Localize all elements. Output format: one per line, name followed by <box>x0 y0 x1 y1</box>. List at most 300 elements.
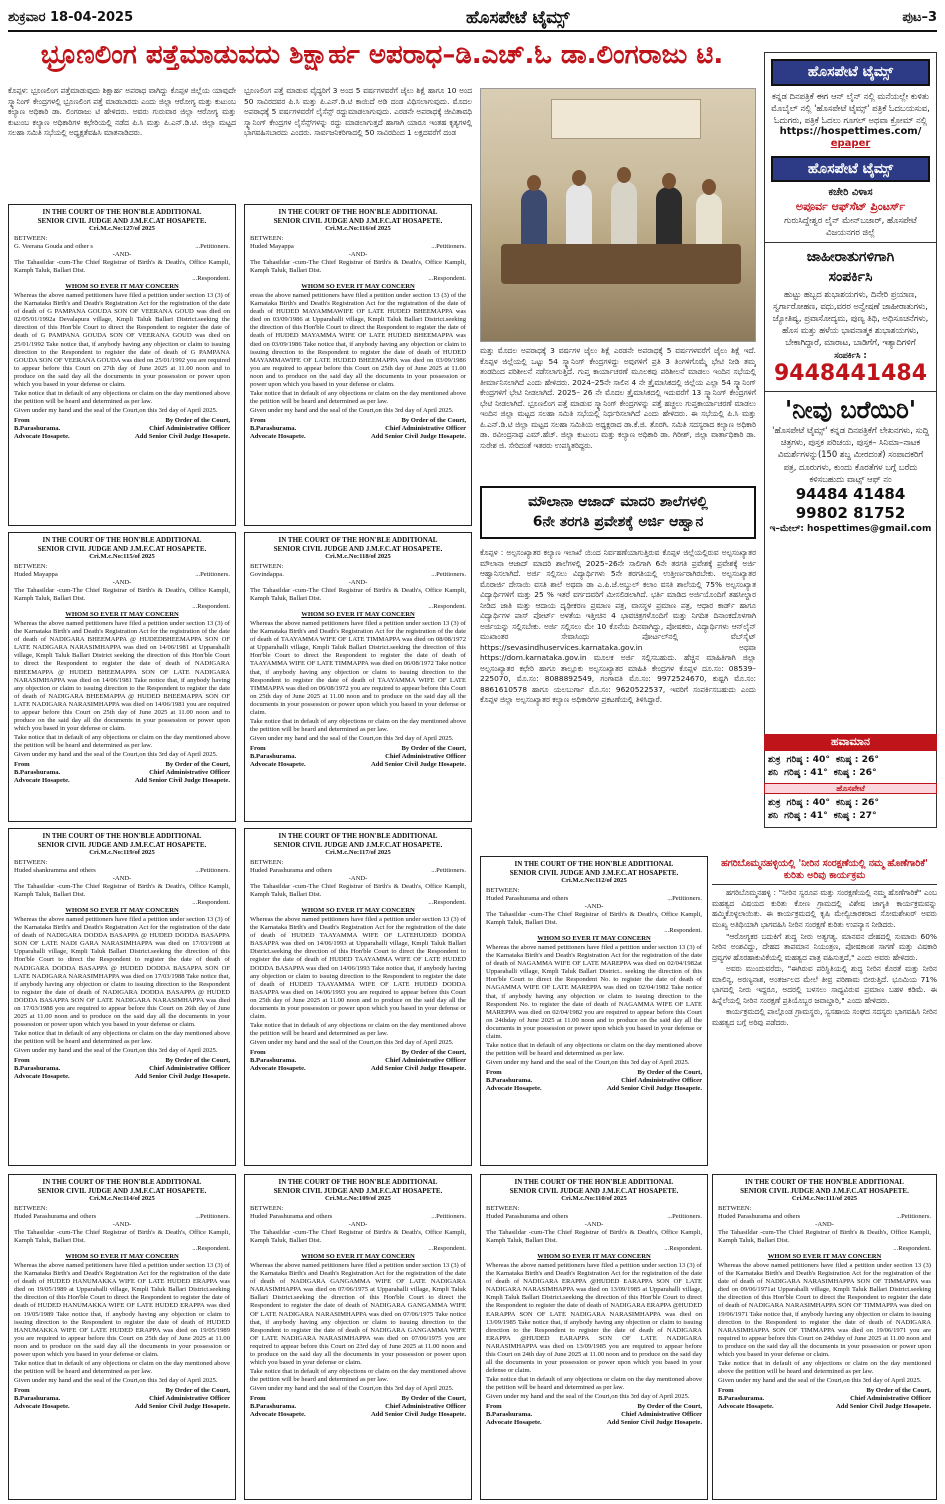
sidebar-intro: ಕನ್ನಡ ದಿನಪತ್ರಿಕೆ ಈಗ ಆನ್ ಲೈನ್ ನಲ್ಲಿ ಮನೆಯಲ್ಲೇ ಕುಳಿತು ಮೊಬೈಲ್ ನಲ್ಲಿ 'ಹೊಸಪೇಟೆ ಟೈಮ್ಸ್' ಪತ್ರಿಕೆ ಓದಬಯಸುವ, ಓದುಗರು, ಪತ್ರಿಕೆ ಓದಲು ಗೂಗಲ್ ಅಥವಾ ಕ್ರೋಮ್ ನಲ್ಲಿ <box>771 90 930 125</box>
notice-and: -AND- <box>348 251 368 259</box>
officer-title: Chief Administrative Officer <box>149 1064 230 1072</box>
notice-advocate <box>14 761 70 785</box>
notice-from: From <box>250 416 266 424</box>
notice-given: Given under my hand and the seal of the Court,on this 3rd day of April 2025. <box>486 1058 690 1066</box>
legal-notice <box>480 856 708 1166</box>
legal-notice <box>8 532 236 822</box>
notice-petitioner-line <box>14 571 230 579</box>
advocate-name: B.Parashurama. <box>486 1410 533 1418</box>
advocate-place: Advocate Hosapete. <box>250 760 306 768</box>
notice-petitioners-label: ...Petitioners. <box>195 571 230 579</box>
notice-body: Whereas the above named petitioners have filed a petition under section 13 (3) of the Karnataka Birth's and Death's Registration Act for the registration of the date of death of NADIGARA DODDA BASAPPA @ HUDED DODDA BASAPPA SON OF LATE NADI GARA NARASIMHAPPA was died on 17/03/1988 at Upparahalli village, Kmpli Taluk Ballari District.seeking the direction of this Hon'ble Court to direct the Respondent to register the date of death of NADIGARA DODDA BASAPPA @ HUDED DODDA BASAPPA SON OF LATE NADIGARA NARASIMHAPPA was died on 17/03/1988 Take notice that, if anybody having any objection or claim to issuing direction to the Respondent to register the date of death of NADIGARA DODDA BASAPPA @ HUDED DODDA BASAPPA SON OF LATE NADIGARA NARASIMHAPPA was died on 17/03/1988 you are required to appear before this Court on 26th day of June 2025 at 11.00 noon and to produce on the said day all the documents in your possession or power upon which you based in your defense or claim. <box>14 916 230 1028</box>
notice-court-line1: IN THE COURT OF THE HON'BLE ADDITIONAL <box>278 1178 438 1186</box>
notice-signature <box>250 1049 466 1073</box>
advocate-name: B.Parashurama. <box>250 1402 297 1410</box>
notice-court-line1: IN THE COURT OF THE HON'BLE ADDITIONAL <box>514 860 674 868</box>
issue-date: ಶುಕ್ರವಾರ 18-04-2025 <box>8 10 134 26</box>
notice-between: BETWEEN: <box>250 235 284 243</box>
notice-case-number: Cri.M.c.No:109/of 2025 <box>325 1195 391 1203</box>
officer-title: Chief Administrative Officer <box>621 1410 702 1418</box>
person-head <box>617 167 631 183</box>
ads-heading: ಜಾಹೀರಾತುಗಳಿಗಾಗಿ <box>806 249 895 266</box>
officer-title: Chief Administrative Officer <box>385 1402 466 1410</box>
office-address: ಗುರುಸಿದ್ದೇಶ್ವರ ಲೈನ್ ಮೇನ್‌ಬಜಾರ್, ಹೊಸಪೇಟೆ ವಿಜಯನಗರ ಜಿಲ್ಲೆ <box>784 214 917 237</box>
notice-petitioner: Huded Mayappa <box>250 243 294 251</box>
notice-signature <box>14 1057 230 1081</box>
officer-title: Chief Administrative Officer <box>850 1394 931 1402</box>
officer-court: Add Senior Civil Judge Hosapete. <box>607 1084 702 1092</box>
notice-and: -AND- <box>348 579 368 587</box>
notice-respondent-label: ...Respondent. <box>192 1245 230 1253</box>
notice-case-number: Cri.M.c.No:114/of 2025 <box>89 1195 155 1203</box>
notice-body: Whereas the above named petitioners have filed a petition under section 13 (3) of the Karnataka Birth's and Death's Registration Act for the registration of the date of death of G PAMPANA GOUDA SON OF VEERANA GOUD was died on 02/05/01/1992a Devalapura village, Kmpli Taluk Ballari District.seeking the direction of this Hon'ble Court to direct the Respondent to register the date of death of G PAMPANA GOUDA SON OF VEERANA GOUD was died on 25/01/1992 Take notice that, if anybody having any objection or claim to issuing direction to the Respondent to register the date of death of G PAMPANA GOUDA SON OF VEERANA GOUDA was died on 25/01/1992 you are required to appear before this Court on 27th day of June 2025 at 11.00 noon and to produce on the said day all the documents in your possession or power upon which you based in your defense or claim. <box>14 292 230 388</box>
notice-officer <box>607 1403 702 1427</box>
notice-petitioner-line <box>486 895 702 903</box>
paper-name: ಹೊಸಪೇಟೆ ಟೈಮ್ಸ್ <box>466 7 570 28</box>
weather-row <box>764 810 937 823</box>
notice-and: -AND- <box>348 1221 368 1229</box>
notice-court-line2: SENIOR CIVIL JUDGE AND J.M.F.C.AT HOSAPETE. <box>37 840 207 849</box>
article2-body <box>712 888 937 1028</box>
officer-title: Chief Administrative Officer <box>149 1394 230 1402</box>
notice-court-line2: SENIOR CIVIL JUDGE AND J.M.F.C.AT HOSAPETE. <box>273 544 443 553</box>
notice-by-order: By Order of the Court, <box>401 744 466 752</box>
notice-from: From <box>14 1056 30 1064</box>
weather-min: ಕನಿಷ್ಠ : 26° <box>836 797 879 809</box>
lead-article-col3: ಮತ್ತು ಮೊದಲ ಅಪರಾಧಕ್ಕೆ 3 ವರ್ಷಗಳ ಜೈಲು ಶಿಕ್ಷೆ ಎರಡನೇ ಅಪರಾಧಕ್ಕೆ 5 ವರ್ಷಗಳವರೆಗೆ ಜೈಲು ಶಿಕ್ಷೆ ಇದೆ. ಕೊಪ್ಪಳ ಜಿಲ್ಲೆಯಲ್ಲಿ ಒಟ್ಟು 54 ಸ್ಕ್ಯಾನಿಂಗ್ ಕೇಂದ್ರಗಳಿದ್ದು ಅವುಗಳಿಗೆ ಪ್ರತಿ 3 ತಿಂಗಳಿಗೊಮ್ಮೆ ಭೇಟಿ ನೀಡಿ ತಮ್ಮ ತಂಡದಿಂದ ಪರಿಶೀಲನೆ ನಡೆಸಲಾಗುತ್ತಿದೆ. ಗುಪ್ತ ಕಾರ್ಯಾಚರಣೆ ಮೂಲಕವು ಪರಿಶೀಲನೆ ಮಾಡಲು ಇಂದಿನ ಸಭೆಯಲ್ಲಿ ತೀರ್ಮಾನಿಸಲಾಗಿದೆ ಎಂದು ಹೇಳಿದರು. 2024–25ನೇ ಸಾಲಿನ 4 ನೇ ತ್ರೈಮಾಸಿಕದಲ್ಲಿ ಜಿಲ್ಲೆಯ ಎಲ್ಲಾ 54 ಸ್ಕ್ಯಾನಿಂಗ್ ಕೇಂದ್ರಗಳಿಗೆ ಭೇಟಿ ನೀಡಲಾಗಿದೆ. 2025– 26 ನೇ ಮೊದಲ ತ್ರೈಮಾಸಿಕದಲ್ಲಿ ಇದುವರೆಗೆ 13 ಸ್ಕ್ಯಾನಿಂಗ್ ಕೇಂದ್ರಗಳಿಗೆ ಭೇಟಿ ನೀಡಲಾಗಿದೆ. ಭ್ರೂಣಲಿಂಗ ಪತ್ತೆ ಮಾಡುವ ಸ್ಕ್ಯಾನಿಂಗ್ ಕೇಂದ್ರಗಳನ್ನು ಪತ್ತೆ ಹಚ್ಚಲು ಗುಪ್ತಕಾರ್ಯಾಚರಣೆ ಮಾಡಲು ಇಂದಿನ ಜಿಲ್ಲಾ ಮಟ್ಟದ ಸಲಹಾ ಸಮಿತಿ ಸಭೆಯಲ್ಲಿ ನಿರ್ಧರಿಸಲಾಗಿದೆ ಎಂದು ಹೇಳಿದರು. ಈ ಸಭೆಯಲ್ಲಿ ಪಿ.ಸಿ ಮತ್ತು ಪಿ.ಎನ್.ಡಿ.ಟಿ ಜಿಲ್ಲಾ ಮಟ್ಟದ ಸಲಹಾ ಸಮಿತಿಯ ಅಧ್ಯಕ್ಷರಾದ ಡಾ.ಕೆ.ಜಿ. ತೊರಗಿ. ಸಮಿತಿ ಸದಸ್ಯರಾದ ಕಲ್ಯಾಣ ಅಧಿಕಾರಿ ಡಾ. ರವೀಂದ್ರನಾಥ ಎಮ್.ಹೆಚ್. ಜಿಲ್ಲಾ ಕುಟುಂಬ ಮತ್ತು ಕಲ್ಯಾಣ ಅಧಿಕಾರಿ ಡಾ. ಗಿರೀಶ್, ಜಿಲ್ಲಾ ವಾರ್ತಾಧಿಕಾರಿ ಡಾ. ಸುರೇಶ ಜಿ. ಸೇರಿದಂತೆ ಇತರರು ಉಪಸ್ಥಿತರಿದ್ದರು. <box>480 346 756 450</box>
divider <box>765 391 936 392</box>
notice-petitioners-label: ...Petitioners. <box>431 867 466 875</box>
notice-petitioner-line <box>250 1213 466 1221</box>
notice-court-line1: IN THE COURT OF THE HON'BLE ADDITIONAL <box>278 208 438 216</box>
advocate-place: Advocate Hosapete. <box>14 1072 70 1080</box>
notice-between: BETWEEN: <box>486 887 520 895</box>
write-to-us-text: 'ಹೊಸಪೇಟೆ ಟೈಮ್ಸ್' ಕನ್ನಡ ದಿನಪತ್ರಿಕೆಗೆ ಲೇಖನಗಳು, ಸುದ್ದಿ ಚಿತ್ರಗಳು, ಪುಸ್ತಕ ಪರಿಚಯ, ಪುಸ್ತಕ– ಸಿನಿಮಾ–ನಾಟಕ ವಿಮರ್ಶೆಗಳನ್ನು(150 ಶಬ್ದ ಮೀರದಂತೆ) ಸಂಪಾದಕರಿಗೆ ಪತ್ರ, ದೂರುಗಳು, ಕುಂದು ಕೊರತೆಗಳ ಬಗ್ಗೆ ಬರೆದು ಕಳಿಸಬಹುದು ವಾಟ್ಸ್ ಆಫ್ ನಂ <box>772 425 929 484</box>
notice-petitioner-line <box>14 243 230 251</box>
advocate-name: B.Parashurama. <box>14 1064 61 1072</box>
whatsapp-number-2: 99802 81752 <box>795 504 906 523</box>
contact-heading: ಸಂಪರ್ಕಿಸಿ <box>828 269 873 286</box>
website-link[interactable]: https://hospettimes.com/ <box>779 126 922 138</box>
notice-petitioners-label: ...Petitioners. <box>667 895 702 903</box>
notice-court-line2: SENIOR CIVIL JUDGE AND J.M.F.C.AT HOSAPETE. <box>509 1186 679 1195</box>
notice-by-order: By Order of the Court, <box>866 1386 931 1394</box>
office-board <box>551 99 701 139</box>
notice-signature <box>250 745 466 769</box>
notice-court-line2: SENIOR CIVIL JUDGE AND J.M.F.C.AT HOSAPETE. <box>273 840 443 849</box>
notice-officer <box>135 761 230 785</box>
officer-court: Add Senior Civil Judge Hosapete. <box>371 432 466 440</box>
notice-given: Given under my hand and the seal of the Court,on this 3rd day of April 2025. <box>14 750 218 758</box>
notice-respondent-label: ...Respondent. <box>192 603 230 611</box>
notice-advocate <box>486 1403 542 1427</box>
advocate-place: Advocate Hosapete. <box>718 1402 774 1410</box>
page-number: ಪುಟ–3 <box>902 10 937 26</box>
notice-signature <box>486 1069 702 1093</box>
notice-from: From <box>718 1386 734 1394</box>
notice-petitioner: Huded Mayappa <box>14 571 58 579</box>
notice-officer <box>371 1395 466 1419</box>
officer-court: Add Senior Civil Judge Hosapete. <box>135 1072 230 1080</box>
notice-from: From <box>14 760 30 768</box>
sidebar-ad <box>764 52 937 828</box>
notice-respondent-label: ...Respondent. <box>428 603 466 611</box>
masthead <box>8 6 937 32</box>
notice-from: From <box>486 1068 502 1076</box>
notice-court-line1: IN THE COURT OF THE HON'BLE ADDITIONAL <box>278 536 438 544</box>
officer-title: Chief Administrative Officer <box>149 768 230 776</box>
advocate-place: Advocate Hosapete. <box>14 432 70 440</box>
notice-whom: WHOM SO EVER IT MAY CONCERN <box>65 907 179 915</box>
notice-case-number: Cri.M.c.No:116/of 2025 <box>325 225 391 233</box>
person-head <box>702 179 716 195</box>
officer-court: Add Senior Civil Judge Hosapete. <box>371 760 466 768</box>
officer-court: Add Senior Civil Judge Hosapete. <box>371 1064 466 1072</box>
ad-phone-number: 9448441484 <box>773 360 928 386</box>
notice-respondent-label: ...Respondent. <box>192 275 230 283</box>
advocate-name: B.Parashurama. <box>250 1056 297 1064</box>
notice-petitioner: Huded Parashurama and others <box>250 1213 333 1221</box>
notice-and: -AND- <box>584 903 604 911</box>
notice-respondent-desc: The Tahasildar -cum-The Chief Registrar of Birth's & Death's, Office Kampli, Kamph Taluk, Ballari Dist. <box>250 259 466 275</box>
notice-petitioners-label: ...Petitioners. <box>667 1213 702 1221</box>
notice-respondent-label: ...Respondent. <box>192 899 230 907</box>
notice-signature <box>14 1387 230 1411</box>
notice-from: From <box>14 1386 30 1394</box>
notice-officer <box>135 1387 230 1411</box>
notice-advocate <box>718 1387 774 1411</box>
sub-headline-line2: 6ನೇ ತರಗತಿ ಪ್ರವೇಶಕ್ಕೆ ಅರ್ಜಿ ಆಹ್ವಾನ <box>532 514 704 531</box>
weather-row <box>764 797 937 810</box>
lead-article-col2: ಭ್ರೂಣಲಿಂಗ ಪತ್ತೆ ಮಾಡುವ ವೈದ್ಯರಿಗೆ 3 ಅಂದ 5 ವರ್ಷಗಳವರೆಗೆ ಜೈಲು ಶಿಕ್ಷೆ ಹಾಗೂ 10 ಅಂದ 50 ಸಾವಿರದವರ ಪಿ.ಸಿ ಮತ್ತು ಪಿ.ಎನ್.ಡಿ.ಟಿ ಕಾಯಿದೆ ಅಡಿ ದಂಡ ವಿಧಿಸಲಾಗುವುದು. ಮೊದಲ ಅಪರಾಧಕ್ಕೆ 5 ವರ್ಷಗಳವರೆಗೆ ಲೈಸೆನ್ಸ್ ರದ್ದುಮಾಡಲಾಗುವುದು. ಎರಡನೇ ಅಪರಾಧಕ್ಕೆ ಜೀವಿತಾವಧಿ ಸ್ಕ್ಯಾನಿಂಗ್ ಕೇಂದ್ರಗಳ ಲೈಸೆನ್ಸ್‌ಗಳನ್ನು ರದ್ದು ಮಾಡಲಾಗುತ್ತದೆ ಹಾಗಾಗಿ ಯಾರೂ ಇಂತಹ ಕೃತ್ಯಗಳಲ್ಲಿ ಭಾಗವಹಿಸಬಾರದು ಎಂದರು. ಸಾರ್ವಜನಿಕರಿಗಾದಲ್ಲಿ 50 ಸಾವಿರದಿಂದ 1 ಲಕ್ಷದವರೆಗೆ ದಂಡ <box>244 86 472 138</box>
notice-between: BETWEEN: <box>14 563 48 571</box>
notice-court-line1: IN THE COURT OF THE HON'BLE ADDITIONAL <box>514 1178 674 1186</box>
notice-court-line2: SENIOR CIVIL JUDGE AND J.M.F.C.AT HOSAPETE. <box>509 868 679 877</box>
notice-between: BETWEEN: <box>486 1205 520 1213</box>
notice-respondent-label: ...Respondent. <box>428 275 466 283</box>
notice-by-order: By Order of the Court, <box>401 416 466 424</box>
notice-petitioners-label: ...Petitioners. <box>431 571 466 579</box>
notice-from: From <box>250 744 266 752</box>
notice-respondent-label: ...Respondent. <box>664 1245 702 1253</box>
contact-label: ಸಂಪರ್ಕಿಸಿ : <box>834 349 867 360</box>
notice-take-notice: Take notice that in default of any objections or claim on the day mentioned above the petition will be heard and determined as per law. <box>14 1029 230 1045</box>
weather-day: ಶನಿ <box>768 766 779 778</box>
notice-petitioner: Huded shankramma and others <box>14 867 96 875</box>
officer-title: Chief Administrative Officer <box>385 752 466 760</box>
notice-from: From <box>250 1048 266 1056</box>
notice-case-number: Cri.M.c.No:127/of 2025 <box>89 225 155 233</box>
notice-body: Whereas the above named petitioners have filed a petition under section 13 (3) of the Karnataka Birth's and Death's Registration Act for the registration of the date of death of HUDED HANUMAKKA WIFE OF LATE HUDED ERAPPA was died on 19/05/1989 at Upparahalli village, Kmpli Taluk Ballari District.seeking the direction of this Hon'ble Court to direct the Respondent to register the date of death of HUDED HANUMAKKA WIFE OF LATE HUDED ERAPPA was died on 19/05/1989 Take notice that, if anybody having any objection or claim to issuing direction to the Respondent to register the date of death of HUDED HANUMAKKA WIFE OF LATE HUDED ERAPPA was died on 19/05/1989 you are required to appear before this Court on 25th day of June 2025 at 11.00 noon and to produce on the said day all the documents in your possession or power upon which you based in your defense or claim. <box>14 1262 230 1358</box>
notice-respondent-desc: The Tahasildar -cum-The Chief Registrar of Birth's & Death's, Office Kampli, Kamph Taluk, Ballari Dist. <box>250 1229 466 1245</box>
notice-whom: WHOM SO EVER IT MAY CONCERN <box>301 283 415 291</box>
notice-petitioner-line <box>250 867 466 875</box>
notice-body: Whereas the above named petitioners have filed a petition under section 13 (3) of the Karnataka Birth's and Death's Registration Act for the registration of the date of death of NADIGARA GANGAMMA WIFE OF LATE NADIGARA NARASIMHAPPA was died on 07/06/1975 at Upparahalli village, Kmpli Taluk Ballari District.seeking the direction of this Hon'ble Court to direct the Respondent to register the date of death of NADIGARA GANGAMMA WIFE OF LATE NADIGARA NARASIMHAPPA was died on 07/06/1975 Take notice that, if anybody having any objection or claim to issuing direction to the Respondent to register the date of death of NADIGARA GANGAMMA WIFE OF LATE NADIGARA NARASIMHAPPA was died on 07/06/1975 you are required to appear before this Court on 23rd day of June 2025 at 11.00 noon and to produce on the said day all the documents in your possession or power upon which you based in your defense or claim. <box>250 1262 466 1366</box>
weather-row <box>764 767 937 780</box>
notice-by-order: By Order of the Court, <box>637 1068 702 1076</box>
notice-court-line2: SENIOR CIVIL JUDGE AND J.M.F.C.AT HOSAPETE. <box>740 1186 909 1195</box>
notice-petitioner: Huded Parashurama and others <box>250 867 333 875</box>
notice-signature <box>486 1403 702 1427</box>
legal-notice <box>244 1174 472 1500</box>
notice-given: Given under my hand and the seal of the Court,on this 3rd day of April 2025. <box>718 1376 922 1384</box>
notice-signature <box>14 761 230 785</box>
notice-from: From <box>14 416 30 424</box>
advocate-name: B.Parashurama. <box>250 424 297 432</box>
notice-whom: WHOM SO EVER IT MAY CONCERN <box>537 1253 651 1261</box>
legal-notice <box>8 204 236 526</box>
whatsapp-number-1: 94484 41484 <box>795 484 906 503</box>
notice-and: -AND- <box>112 875 132 883</box>
notice-between: BETWEEN: <box>14 1205 48 1213</box>
notice-court-line1: IN THE COURT OF THE HON'BLE ADDITIONAL <box>42 832 202 840</box>
notice-court-line2: SENIOR CIVIL JUDGE AND J.M.F.C.AT HOSAPETE. <box>37 544 207 553</box>
meeting-table <box>501 244 741 284</box>
notice-body: Whereas the above named petitioners have filed a petition under section 13 (3) of the Karnataka Birth's and Death's Registration Act for the registration of the date of death of NADIGARA BHEEMAPPA @ HUDEDBHEEMAPPA SON OF LATE NADIGARA NARASIMHAPPA was died on 14/06/1981 at Upparahalli village, Kmpli Taluk Ballari District seeking the direction of this Hon'ble Court to direct the Respondent to register the date of death of NADIGARA BHEEMAPPA @ HUDED BHEEMAPPA SON OF LATE NADIGARA NARASIMHAPPA was died on 14/06/1981 Take notice that, if anybody having any objection or claim to issuing direction to the Respondent to register the date of death of NADIGARA BHEEMAPPA @ HUDED BHEEMAPPA SON OF LATE NADIGARA NARASIMHAPPA was died on 14/06/1981 you are required to appear before this Court on 25th day of June 2025 at 11.00 noon and to produce on the said day all the documents in your possession or power upon which you based in your defense or claim. <box>14 620 230 732</box>
notice-take-notice: Take notice that in default of any objections or claim on the day mentioned above the petition will be heard and determined as per law. <box>14 1359 230 1375</box>
notice-advocate <box>14 1387 70 1411</box>
notice-whom: WHOM SO EVER IT MAY CONCERN <box>65 611 179 619</box>
lead-headline: ಭ್ರೂಣಲಿಂಗ ಪತ್ತೆಮಾಡುವದು ಶಿಕ್ಷಾರ್ಹ ಅಪರಾಧ–ಡಿ.ಎಚ್.ಓ ಡಾ.ಲಿಂಗರಾಜು ಟಿ. <box>40 40 724 70</box>
notice-petitioners-label: ...Petitioners. <box>431 243 466 251</box>
weather-max: ಗರಿಷ್ಠ : 40° <box>786 753 831 765</box>
officer-title: Chief Administrative Officer <box>149 424 230 432</box>
notice-take-notice: Take notice that in default of any objections or claim on the day mentioned above the petition will be heard and determined as per law. <box>14 733 230 749</box>
notice-respondent-desc: The Tahasildar -cum-The Chief Registrar of Birth's & Death's, Office Kampli, Kamph Taluk, Ballari Dist. <box>718 1229 931 1245</box>
legal-notice <box>712 1174 937 1500</box>
notice-from: From <box>486 1402 502 1410</box>
advocate-place: Advocate Hosapete. <box>14 1402 70 1410</box>
notice-petitioner: Huded Parashurama and others <box>718 1213 801 1221</box>
notice-petitioners-label: ...Petitioners. <box>896 1213 931 1221</box>
notice-whom: WHOM SO EVER IT MAY CONCERN <box>301 1253 415 1261</box>
advocate-name: B.Parashurama. <box>14 1394 61 1402</box>
notice-body: ereas the above named petitioners have filed a petition under section 13 (3) of the Karnataka Birth's and Death's Registration Act for the registration of the date of death of HUDED MAYAMMAWIFE OF LATE HUDED BHEEMAPPA was died on 03/09/1986 at Upparahalli village, Kmpli Taluk Ballari District.seeking the direction of this Hon'ble Court to direct the Respondent to register the date of death of HUDED MAYAMMA WIFE OF LATE HUDED BHEEMAPPA was died on 03/09/1986 Take notice that, if anybody having any objection or claim to issuing direction to the Respondent to register the date of death of HUDED MAYAMMAWIFE OF LATE HUDED BHEEMAPPA was died on 03/09/1986 you are required to appear before this Court on 25th day of June 2025 at 11.00 noon and to produce on the said day all the documents in your possession or power upon which you based in your defense or claim. <box>250 292 466 388</box>
notice-officer <box>371 745 466 769</box>
notice-by-order: By Order of the Court, <box>401 1394 466 1402</box>
officer-title: Chief Administrative Officer <box>385 424 466 432</box>
officer-court: Add Senior Civil Judge Hosapete. <box>135 776 230 784</box>
notice-case-number: Cri.M.c.No:110/of 2025 <box>561 1195 627 1203</box>
weather-min: ಕನಿಷ್ಠ : 26° <box>836 753 879 765</box>
epaper-link[interactable]: epaper <box>830 137 871 149</box>
advocate-place: Advocate Hosapete. <box>250 1064 306 1072</box>
notice-officer <box>371 1049 466 1073</box>
advocate-place: Advocate Hosapete. <box>250 432 306 440</box>
notice-whom: WHOM SO EVER IT MAY CONCERN <box>301 611 415 619</box>
officer-title: Chief Administrative Officer <box>385 1056 466 1064</box>
officer-title: Chief Administrative Officer <box>621 1076 702 1084</box>
notice-court-line1: IN THE COURT OF THE HON'BLE ADDITIONAL <box>42 1178 202 1186</box>
write-to-us-heading: 'ನೀವು ಬರೆಯಿರಿ' <box>784 394 917 424</box>
notice-petitioner-line <box>14 1213 230 1221</box>
email-address[interactable]: ಇ–ಮೇಲ್: hospettimes@gmail.com <box>769 523 932 534</box>
notice-petitioner-line <box>250 571 466 579</box>
weather-max: ಗರಿಷ್ಠ : 40° <box>786 797 831 809</box>
notice-whom: WHOM SO EVER IT MAY CONCERN <box>65 283 179 291</box>
person <box>611 181 637 251</box>
notice-case-number: Cri.M.c.No:117/of 2025 <box>325 849 391 857</box>
notice-respondent-label: ...Respondent. <box>428 1245 466 1253</box>
notice-and: -AND- <box>815 1221 834 1229</box>
meeting-photo <box>480 88 756 342</box>
notice-by-order: By Order of the Court, <box>165 416 230 424</box>
notice-officer <box>607 1069 702 1093</box>
weather-city: ಹೊಸಪೇಟೆ <box>764 783 937 794</box>
notice-officer <box>371 417 466 441</box>
legal-notice <box>244 532 472 822</box>
notice-and: -AND- <box>584 1221 604 1229</box>
notice-signature <box>14 417 230 441</box>
notice-between: BETWEEN: <box>250 563 284 571</box>
notice-take-notice: Take notice that in default of any objections or claim on the day mentioned above the petition will be heard and determined as per law. <box>14 389 230 405</box>
notice-take-notice: Take notice that in default of any objections or claim on the day mentioned above the petition will be heard and determined as per law. <box>718 1359 931 1375</box>
notice-by-order: By Order of the Court, <box>637 1402 702 1410</box>
notice-case-number: Cri.M.c.No:118/of 2025 <box>325 553 391 561</box>
notice-given: Given under my hand and the seal of the Court,on this 3rd day of April 2025. <box>14 1376 218 1384</box>
notice-advocate <box>14 1057 70 1081</box>
sub-headline-line1: ಮೌಲಾನಾ ಆಜಾದ್ ಮಾದರಿ ಶಾಲೆಗಳಲ್ಲಿ <box>528 494 708 510</box>
notice-petitioner-line <box>718 1213 931 1221</box>
notice-signature <box>250 417 466 441</box>
notice-given: Given under my hand and the seal of the Court,on this 3rd day of April 2025. <box>14 406 218 414</box>
notice-by-order: By Order of the Court, <box>401 1048 466 1056</box>
notice-court-line1: IN THE COURT OF THE HON'BLE ADDITIONAL <box>278 832 438 840</box>
notice-advocate <box>14 417 70 441</box>
notice-court-line2: SENIOR CIVIL JUDGE AND J.M.F.C.AT HOSAPETE. <box>37 216 207 225</box>
notice-body: Whereas the above named petitioners have filed a petition under section 13 (3) of the Karnataka Birth's and Death's Registration Act for the registration of the date of death of NADIGARA ERAPPA @HUDED EARAPPA SON OF LATE NADIGARA NARASIMHAPPA was died on 13/09/1985 at Upparahalli village, Kmpli Taluk Ballari District.seeking the direction of this Hon'ble Court to direct the Respondent to register the date of death of NADIGARA ERAPPA @HUDED EARAPPA SON OF LATE NADIGARA NARASIMHAPPA was died on 13/09/1985 Take notice that, if anybody having any objection or claim to issuing direction to the Respondent to register the date of death of NADIGARA ERAPPA @HUDED EARAPPA SON OF LATE NADIGARA NARASIMHAPPA was died on 13/09/1985 you are required to appear before this Court on 24th day of June 2025 at 11.00 noon and to produce on the said day all the documents in your possession or power upon which you based in your defense or claim. <box>486 1262 702 1374</box>
notice-court-line2: SENIOR CIVIL JUDGE AND J.M.F.C.AT HOSAPETE. <box>37 1186 207 1195</box>
advocate-name: B.Parashurama. <box>718 1394 765 1402</box>
notice-whom: WHOM SO EVER IT MAY CONCERN <box>767 1253 882 1261</box>
notice-by-order: By Order of the Court, <box>165 1386 230 1394</box>
person-head <box>572 170 586 186</box>
notice-between: BETWEEN: <box>14 859 48 867</box>
notice-given: Given under my hand and the seal of the Court,on this 3rd day of April 2025. <box>250 406 454 414</box>
weather-day: ಶನಿ <box>768 809 779 821</box>
divider <box>765 242 936 243</box>
weather-max: ಗರಿಷ್ಠ : 41° <box>784 766 828 778</box>
notice-respondent-desc: The Tahasildar -cum-The Chief Registrar of Birth's & Death's, Office Kampli, Kamph Taluk, Ballari Dist. <box>14 259 230 275</box>
notice-respondent-desc: The Tahasildar -cum-The Chief Registrar of Birth's & Death's, Office Kampli, Kamph Taluk, Ballari Dist. <box>250 587 466 603</box>
notice-respondent-desc: The Tahasildar -cum-The Chief Registrar of Birth's & Death's, Office Kampli, Kamph Taluk, Ballari Dist. <box>14 1229 230 1245</box>
notice-take-notice: Take notice that in default of any objections or claim on the day mentioned above the petition will be heard and determined as per law. <box>250 1367 466 1383</box>
weather-row <box>764 754 937 767</box>
advocate-name: B.Parashurama. <box>250 752 297 760</box>
notice-given: Given under my hand and the seal of the Court,on this 3rd day of April 2025. <box>486 1392 690 1400</box>
advocate-name: B.Parashurama. <box>14 768 61 776</box>
advocate-name: B.Parashurama. <box>14 424 61 432</box>
notice-body: Whereas the above named petitioners have filed a petition under section 13 (3) of the Karnataka Birth's and Death's Registration Act for the registration of the date of death of NAGAMMA WIFE OF LATE MAREPPA was died on 02/04/1982at Upparahalli village, Kmpli Taluk Ballari District.. seeking the direction of this Hon'ble Court to direct the Respondent No. to register the date of death of NAGAMMA WIFE OF LATE MAREPPA was died on 02/04/1982 Take notice that, if anybody having any objection or claim to issuing direction to the Respondent No. to register the date of death of NAGAMMA WIFE OF LATE MAREPPA was died on 02/04/1982 you are required to appear before this Court on 24thday of June 2025 at 11.00 noon and to produce on the said day all the documents in your possession or power upon which you based in your defense or claim. <box>486 944 702 1040</box>
notice-advocate <box>486 1069 542 1093</box>
weather-day: ಶುಕ್ರ <box>768 797 781 809</box>
notice-take-notice: Take notice that in default of any objections or claim on the day mentioned above the petition will be heard and determined as per law. <box>486 1375 702 1391</box>
officer-court: Add Senior Civil Judge Hosapete. <box>836 1402 931 1410</box>
person-head <box>662 173 676 189</box>
notice-petitioner-line <box>14 867 230 875</box>
notice-respondent-label: ...Respondent. <box>664 927 702 935</box>
article2-paragraph: ಕಾರ್ಯಕ್ರಮದಲ್ಲಿ ಪಾಲ್ಗೊಂಡ ಗ್ರಾಮಸ್ಥರು, ಸ್ವಸಹಾಯ ಸಂಘದ ಸದಸ್ಯರು ಭಾಗವಹಿಸಿ ನೀರಿನ ಮಹತ್ವದ ಬಗ್ಗೆ ಅರಿವು ಪಡೆದರು. <box>712 1007 937 1027</box>
notice-given: Given under my hand and the seal of the Court,on this 3rd day of April 2025. <box>250 1038 454 1046</box>
weather-max: ಗರಿಷ್ಠ : 41° <box>784 809 828 821</box>
notice-by-order: By Order of the Court, <box>165 760 230 768</box>
notice-case-number: Cri.M.c.No:112/of 2025 <box>561 877 627 885</box>
weather-day: ಶುಕ್ರ <box>768 753 781 765</box>
notice-between: BETWEEN: <box>250 859 284 867</box>
notice-take-notice: Take notice that in default of any objections or claim on the day mentioned above the petition will be heard and determined as per law. <box>250 717 466 733</box>
sidebar-logo: ಹೊಸಪೇಟೆ ಟೈಮ್ಸ್ <box>771 59 930 86</box>
notice-petitioners-label: ...Petitioners. <box>195 243 230 251</box>
notice-whom: WHOM SO EVER IT MAY CONCERN <box>537 935 651 943</box>
advocate-place: Advocate Hosapete. <box>486 1418 542 1426</box>
officer-court: Add Senior Civil Judge Hosapete. <box>371 1410 466 1418</box>
notice-between: BETWEEN: <box>718 1205 752 1213</box>
notice-petitioner: Huded Parashurama and others <box>486 1213 569 1221</box>
advocate-place: Advocate Hosapete. <box>14 776 70 784</box>
notice-respondent-desc: The Tahasildar -cum-The Chief Registrar of Birth's & Death's, Office Kampli, Kamph Taluk, Ballari Dist. <box>14 587 230 603</box>
notice-given: Given under my hand and the seal of the Court,on this 3rd day of April 2025. <box>250 734 454 742</box>
notice-respondent-desc: The Tahasildar -cum-The Chief Registrar of Birth's & Death's, Office Kampli, Kamph Taluk, Ballari Dist. <box>486 911 702 927</box>
notice-petitioners-label: ...Petitioners. <box>195 867 230 875</box>
notice-between: BETWEEN: <box>250 1205 284 1213</box>
sub-headline <box>480 486 756 539</box>
notice-take-notice: Take notice that in default of any objections or claim on the day mentioned above the petition will be heard and determined as per law. <box>250 1021 466 1037</box>
notice-case-number: Cri.M.c.No:119/of 2025 <box>89 849 155 857</box>
notice-petitioner: Huded Parashurama and others <box>14 1213 97 1221</box>
notice-case-number: Cri.M.c.No:111/of 2025 <box>791 1195 858 1203</box>
notice-take-notice: Take notice that in default of any objections or claim on the day mentioned above the petition will be heard and determined as per law. <box>486 1041 702 1057</box>
notice-respondent-desc: The Tahasildar -cum-The Chief Registrar of Birth's & Death's, Office Kampli, Kamph Taluk, Ballari Dist. <box>486 1229 702 1245</box>
legal-notice <box>244 204 472 526</box>
notice-signature <box>718 1387 931 1411</box>
water-awareness-article <box>712 858 937 1168</box>
notice-petitioner: G. Veerana Gouda and other s <box>14 243 93 251</box>
notice-court-line1: IN THE COURT OF THE HON'BLE ADDITIONAL <box>42 208 202 216</box>
notice-signature <box>250 1395 466 1419</box>
notice-petitioners-label: ...Petitioners. <box>431 1213 466 1221</box>
legal-notice <box>244 828 472 1166</box>
notice-petitioner: Huded Parashurama and others <box>486 895 569 903</box>
notice-body: Whereas the above named petitioners have filed a petition under section 13 (3) of the Karnataka Birth's and Death's Registration Act for the registration of the date of death of HUDED TAAYAMMA WIFE OF LATEHUDED DODDA BASAPPA was died on 14/06/1993 at Upparahalli village, Kmpli Taluk Ballari District.seeking the direction of this Hon'ble Court to direct the Respondent to register the date of death of HUDED TAAYAMMA WIFE OF LATE HUDED DODDA BASAPPA was died on 14/06/1993 Take notice that, if anybody having any objection or claim to issuing direction to the Respondent to register the date of death of HUDED TAAYAMMA WIFE OF LATE HUDED DODDA BASAPPA was died on 14/06/1993 you are required to appear before this Court on 25th day of June 2025 at 11.00 noon and to produce on the said day all the documents in your possession or power upon which you based in your defense or claim. <box>250 916 466 1020</box>
notice-court-line1: IN THE COURT OF THE HON'BLE ADDITIONAL <box>42 536 202 544</box>
notice-respondent-label: ...Respondent. <box>428 899 466 907</box>
article2-paragraph: ಅವರು ಮುಂದುವರೆದು, "ಈಗಿರುವ ಪರಿಸ್ಥಿತಿಯಲ್ಲಿ ಶುದ್ಧ ನೀರಿನ ಕೊರತೆ ಮತ್ತು ನೀರಿನ ಮಾಲಿನ್ಯ, ಅರಣ್ಯನಾಶ, ಅಂತರ್ಜಲದ ಮೇಲೆ ತೀವ್ರ ಪರಿಣಾಮ ಬೀರುತ್ತಿದೆ. ಭೂಮಿಯ 71% ಭಾಗದಲ್ಲಿ ನೀರು ಇದ್ದರೂ, ಅದರಲ್ಲಿ ಬಳಸಲು ಸಾಧ್ಯವಿರುವ ಪ್ರಮಾಣ ಬಹಳ ಕಡಿಮೆ. ಈ ಹಿನ್ನೆಲೆಯಲ್ಲಿ ನೀರಿನ ಸಂರಕ್ಷಣೆ ಪ್ರತಿಯೊಬ್ಬರ ಜವಾಬ್ದಾರಿ," ಎಂದು ಹೇಳಿದರು. <box>712 964 937 1005</box>
legal-notice <box>480 1174 708 1500</box>
notice-respondent-desc: The Tahasildar -cum-The Chief Registrar of Birth's & Death's, Office Kampli, Kamph Taluk, Ballari Dist. <box>14 883 230 899</box>
notice-advocate <box>250 1049 306 1073</box>
notice-court-line2: SENIOR CIVIL JUDGE AND J.M.F.C.AT HOSAPETE. <box>273 1186 443 1195</box>
article2-paragraph: "ಆರೋಗ್ಯಕರ ಬದುಕಿಗೆ ಶುದ್ಧ ನೀರು ಅತ್ಯಗತ್ಯ. ಮಾನವನ ದೇಹದಲ್ಲಿ ಸುಮಾರು 60% ನೀರಿನ ಅಂಶವಿದ್ದು, ದೇಹದ ತಾಪಮಾನ ನಿಯಂತ್ರಣ, ಪೋಷಕಾಂಶ ಸಾಗಣೆ ಮತ್ತು ವಿಷಕಾರಿ ದ್ರವ್ಯಗಳ ಹೊರಹಾಕುವಿಕೆಯಲ್ಲಿ ಮಹತ್ವದ ಪಾತ್ರ ವಹಿಸುತ್ತದೆ," ಎಂದು ಅವರು ಹೇಳಿದರು. <box>712 931 937 962</box>
notice-whom: WHOM SO EVER IT MAY CONCERN <box>301 907 415 915</box>
notice-case-number: Cri.M.c.No:115/of 2025 <box>89 553 155 561</box>
officer-court: Add Senior Civil Judge Hosapete. <box>135 432 230 440</box>
sub-article: ಕೊಪ್ಪಳ : ಅಲ್ಪಸಂಖ್ಯಾತರ ಕಲ್ಯಾಣ ಇಲಾಖೆ ಯಿಂದ ನಿರ್ವಹಣೆಯಾಗುತ್ತಿರುವ ಕೊಪ್ಪಳ ಜಿಲ್ಲೆಯಲ್ಲಿರುವ ಅಲ್ಪಸಂಖ್ಯಾತರ ಮೌಲಾನಾ ಆಜಾದ್ ಮಾದರಿ ಶಾಲೆಗಳಲ್ಲಿ 2025–26ನೇ ಸಾಲಿಗಾಗಿ 6ನೇ ತರಗತಿ ಪ್ರವೇಶಕ್ಕೆ ಪ್ರವೇಶಕ್ಕೆ ಅರ್ಜಿ ಆಹ್ವಾನಿಸಲಾಗಿದೆ. ಅರ್ಜಿ ಸಲ್ಲಿಸಲು ವಿದ್ಯಾರ್ಥಿಗಳು 5ನೇ ತರಗತಿಯಲ್ಲಿ ಉತ್ತೀರ್ಣರಾಗಿರಬೇಕು. ಅಲ್ಪಸಂಖ್ಯಾತರ ಮೊರಾರ್ಜಿ ದೇಸಾಯಿ ವಸತಿ ಶಾಲೆ ಅಥವಾ ಡಾ ಎ.ಪಿ.ಜೆ.ಅಬ್ದುಲ್ ಕಲಾಂ ವಸತಿ ಶಾಲೆಯಲ್ಲಿ 75% ಅಲ್ಪಸಂಖ್ಯಾತ ವಿದ್ಯಾರ್ಥಿಗಳಿಗೆ ಮತ್ತು 25 % ಇತರೆ ವರ್ಗದವರಿಗೆ ಮೀಸಲಿಡಲಾಗಿದೆ. ಭರ್ತಿ ಮಾಡಿದ ಅರ್ಜಿಯೊಂದಿಗೆ ತಹಸೀಲ್ದಾರ ನೀಡಿದ ಜಾತಿ ಮತ್ತು ಆದಾಯ ದೃಢೀಕರಣ ಪ್ರಮಾಣ ಪತ್ರ, ವಾಸಸ್ಥಳ ಪ್ರಮಾಣ ಪತ್ರ, ಆಧಾರ ಕಾರ್ಡ್ ಹಾಗೂ ವಿದ್ಯಾರ್ಥಿಗಳ ಪಾಸ್ ಪೋರ್ಟ್ ಅಳತೆಯ ಇತ್ತೀಚಿನ 4 ಭಾವಚಿತ್ರಗಳೊಂದಿಗೆ ಮತ್ತು ನಿಗದಿತ ದಿನಾಂಕದೊಳಗಾಗಿ ಅರ್ಜಿಯನ್ನು ಸಲ್ಲಿಸಬೇಕು. ಅರ್ಜಿ ಸಲ್ಲಿಸಲು ಮೇ 10 ಕೊನೆಯ ದಿನವಾಗಿದ್ದು, ಪೋಷಕರು, ವಿದ್ಯಾರ್ಥಿಗಳು ಆನ್‌ಲೈನ್ ಮುಖಾಂತರ ಸೇವಾಸಿಂಧು ಪೋರ್ಟಲ್‌ನಲ್ಲಿ ವೆಬ್‌ಸೈಟ್ https://sevasindhuservices.karnataka.gov.in ಅಥವಾ https://dom.karnataka.gov.in ಮೂಲಕ ಅರ್ಜಿ ಸಲ್ಲಿಸಬಹುದು. ಹೆಚ್ಚಿನ ಮಾಹಿತಿಗಾಗಿ ಜಿಲ್ಲಾ ಅಲ್ಪಸಂಖ್ಯಾತರ ಕಛೇರಿ ಹಾಗೂ ತಾಲ್ಲೂಕು ಅಲ್ಪಸಂಖ್ಯಾತರ ಮಾಹಿತಿ ಕೇಂದ್ರಗಳ ಕೊಪ್ಪಳ ದೂ.ಸಂ: 08539–225070, ಮೊ.ಸಂ: 8088892549, ಗಂಗಾವತಿ ಮೊ.ಸಂ: 9972524670, ಕುಷ್ಟಗಿ ಮೊ.ಸಂ: 8861610578 ಹಾಗೂ ಯಲಬುರ್ಗಾ ಮೊ.ಸಂ: 9620522537, ಇವರಿಗೆ ಸಂಪರ್ಕಿಸಬಹುದು ಎಂದು ಕೊಪ್ಪಳ ಜಿಲ್ಲಾ ಅಲ್ಪಸಂಖ್ಯಾತರ ಕಲ್ಯಾಣ ಅಧಿಕಾರಿಗಳ ಪ್ರಕಟಣೆಯಲ್ಲಿ ತಿಳಿಸಿದ್ದಾರೆ. <box>480 548 756 705</box>
legal-notice <box>8 828 236 1166</box>
advocate-place: Advocate Hosapete. <box>486 1084 542 1092</box>
ads-list: ಹುಟ್ಟು ಹಬ್ಬದ ಶುಭಾಶಯಗಳು, ದಿನೇರಿ ಪ್ರಯಾಣ, ಸ್ವರ್ಗಾರೋಹಣ, ವಧು,ವರರ ಅನ್ವೇಷಣೆ ಜಾಹೀರಾತುಗಳು, ಜ್ಯೋತಿಷ್ಯ, ಪ್ರವಾಸೋದ್ಯಮ, ಪುಣ್ಯ ತಿಥಿ, ಅಧಿಸೂಚನೆಗಳು, ಹೊಸ ಮತ್ತು ಹಳೆಯ ಭಾವನಾತ್ಮಕ ಶುಭಾಶಯಗಳು, ಬೇಕಾಗಿದ್ದಾರೆ, ಮಾರಾಟ, ಬಾಡಿಗೆಗೆ, ಇತ್ಯಾದಿಗಳಿಗೆ <box>772 288 929 348</box>
notice-respondent-label: ...Respondent. <box>893 1245 931 1253</box>
notice-court-line1: IN THE COURT OF THE HON'BLE ADDITIONAL <box>745 1178 904 1186</box>
officer-court: Add Senior Civil Judge Hosapete. <box>135 1402 230 1410</box>
notice-from: From <box>250 1394 266 1402</box>
notice-petitioner: Govindappa. <box>250 571 284 579</box>
notice-by-order: By Order of the Court, <box>165 1056 230 1064</box>
press-name: ಅಪೂರ್ವ ಆಫ್‌ಸೆಟ್ ಪ್ರಿಂಟರ್ಸ್ <box>795 199 906 213</box>
notice-between: BETWEEN: <box>14 235 48 243</box>
notice-and: -AND- <box>348 875 368 883</box>
weather-title: ಹವಾಮಾನ <box>764 734 937 751</box>
advocate-place: Advocate Hosapete. <box>250 1410 306 1418</box>
